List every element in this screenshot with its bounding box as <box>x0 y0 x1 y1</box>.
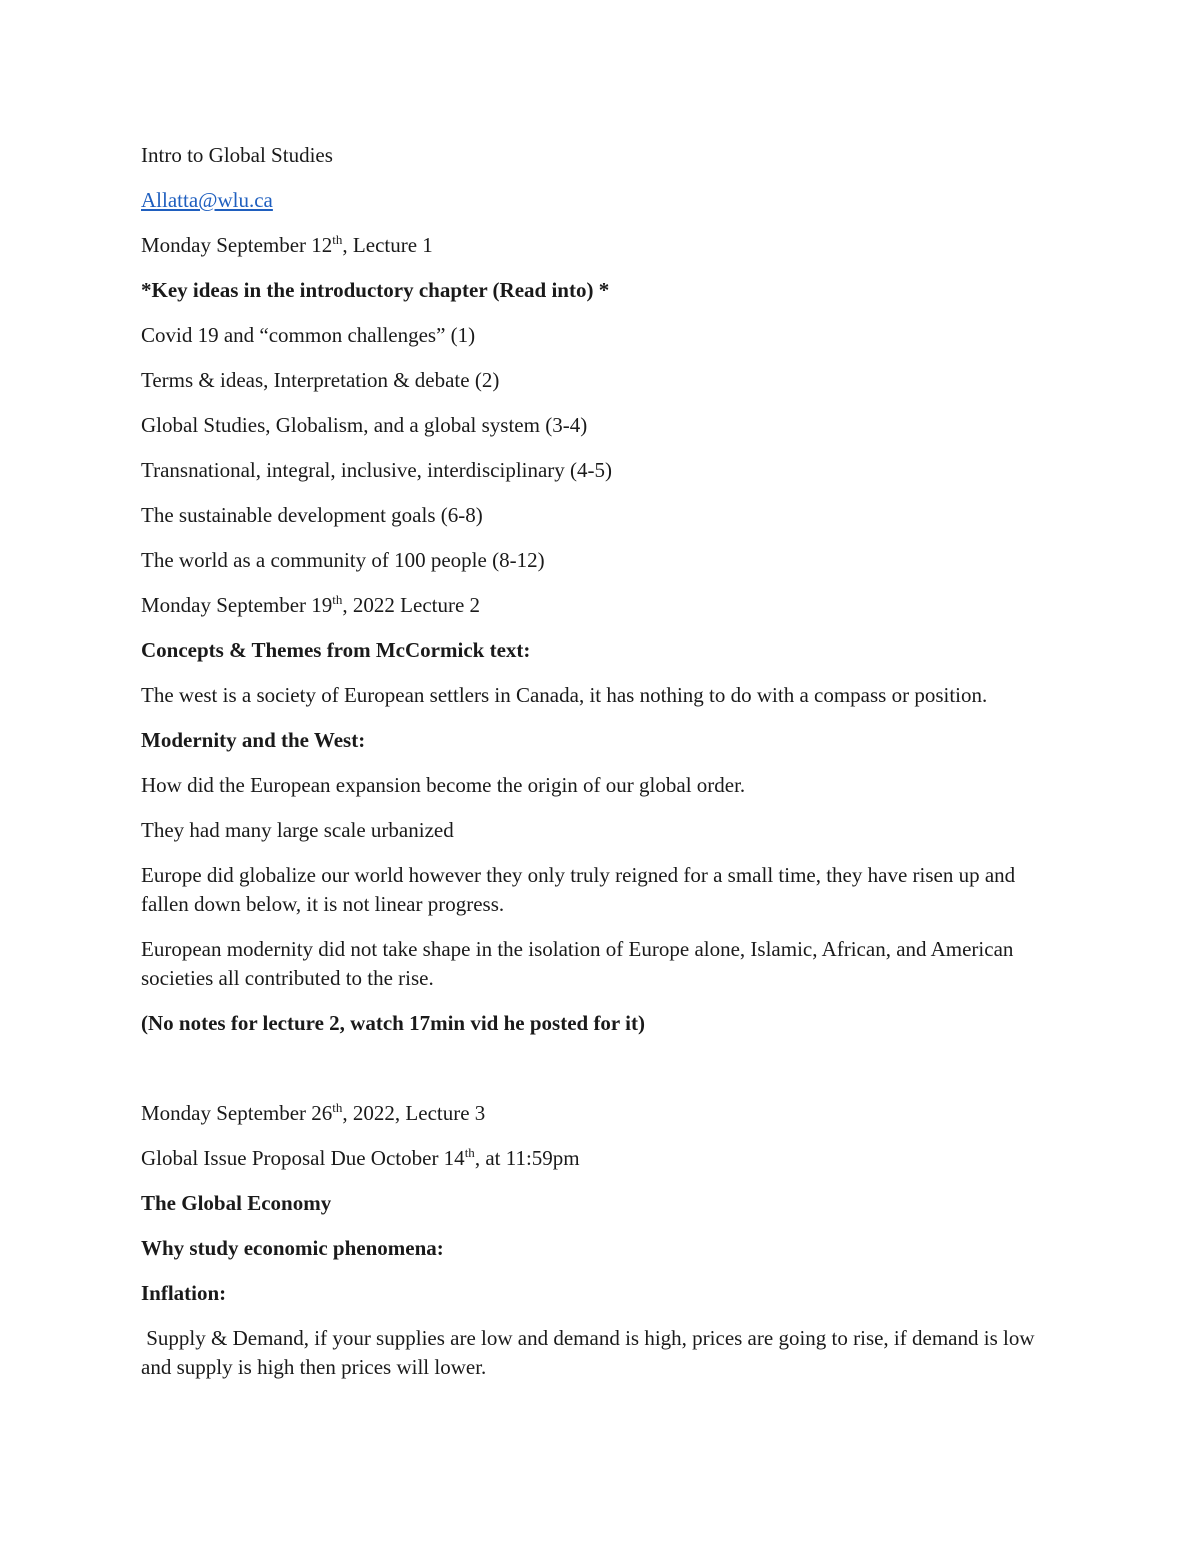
email-link[interactable]: Allatta@wlu.ca <box>141 188 273 212</box>
lecture-1-item: Transnational, integral, inclusive, interdisciplinary (4-5) <box>141 458 613 482</box>
course-title: Intro to Global Studies <box>141 143 333 167</box>
email-line <box>141 186 1061 215</box>
lecture-2-note: (No notes for lecture 2, watch 17min vid he posted for it) <box>141 1011 645 1035</box>
lecture-3-heading-inflation: Inflation: <box>141 1281 227 1305</box>
lecture-3-heading-why: Why study economic phenomena: <box>141 1236 444 1260</box>
lecture-3-paragraph: Supply & Demand, if your supplies are low and demand is high, prices are going to rise, if demand is low and supply is high then prices will lower. <box>141 1326 1040 1379</box>
lecture-3-date-ordinal: th <box>332 1100 343 1115</box>
lecture-3-date <box>141 1099 1061 1128</box>
lecture-1-item: The sustainable development goals (6-8) <box>141 503 483 527</box>
proposal-due-suffix: , at 11:59pm <box>474 1146 580 1170</box>
lecture-1-date-suffix: , Lecture 1 <box>342 233 433 257</box>
blank-line <box>141 1054 1061 1099</box>
lecture-2-date-text: Monday September 19 <box>141 593 333 617</box>
lecture-1-item: Global Studies, Globalism, and a global system (3-4) <box>141 413 588 437</box>
lecture-2-date <box>141 591 1061 620</box>
lecture-1-item: The world as a community of 100 people (8-12) <box>141 548 545 572</box>
lecture-1-date <box>141 231 1061 260</box>
proposal-due-text: Global Issue Proposal Due October 14 <box>141 1146 465 1170</box>
lecture-2-paragraph: European modernity did not take shape in the isolation of Europe alone, Islamic, African, and American societies all contributed to the rise. <box>141 937 1014 990</box>
lecture-2-paragraph: They had many large scale urbanized <box>141 818 454 842</box>
lecture-1-date-text: Monday September 12 <box>141 233 333 257</box>
proposal-due-line <box>141 1144 1061 1173</box>
lecture-3-heading-economy: The Global Economy <box>141 1191 332 1215</box>
lecture-1-item: Terms & ideas, Interpretation & debate (2) <box>141 368 500 392</box>
lecture-2-date-ordinal: th <box>332 592 343 607</box>
lecture-3-date-suffix: , 2022, Lecture 3 <box>342 1101 486 1125</box>
lecture-2-date-suffix: , 2022 Lecture 2 <box>342 593 481 617</box>
proposal-due-ordinal: th <box>464 1145 475 1160</box>
lecture-2-paragraph: Europe did globalize our world however they only truly reigned for a small time, they have risen up and fallen down below, it is not linear progress. <box>141 863 1016 916</box>
lecture-1-heading: *Key ideas in the introductory chapter (Read into) * <box>141 278 610 302</box>
lecture-2-paragraph: How did the European expansion become the origin of our global order. <box>141 773 746 797</box>
lecture-2-heading-concepts: Concepts & Themes from McCormick text: <box>141 638 531 662</box>
lecture-3-date-text: Monday September 26 <box>141 1101 333 1125</box>
lecture-2-heading-modernity: Modernity and the West: <box>141 728 366 752</box>
lecture-2-paragraph: The west is a society of European settlers in Canada, it has nothing to do with a compass or position. <box>141 683 988 707</box>
document-body <box>141 141 1061 1398</box>
lecture-1-item: Covid 19 and “common challenges” (1) <box>141 323 476 347</box>
lecture-1-date-ordinal: th <box>332 232 343 247</box>
